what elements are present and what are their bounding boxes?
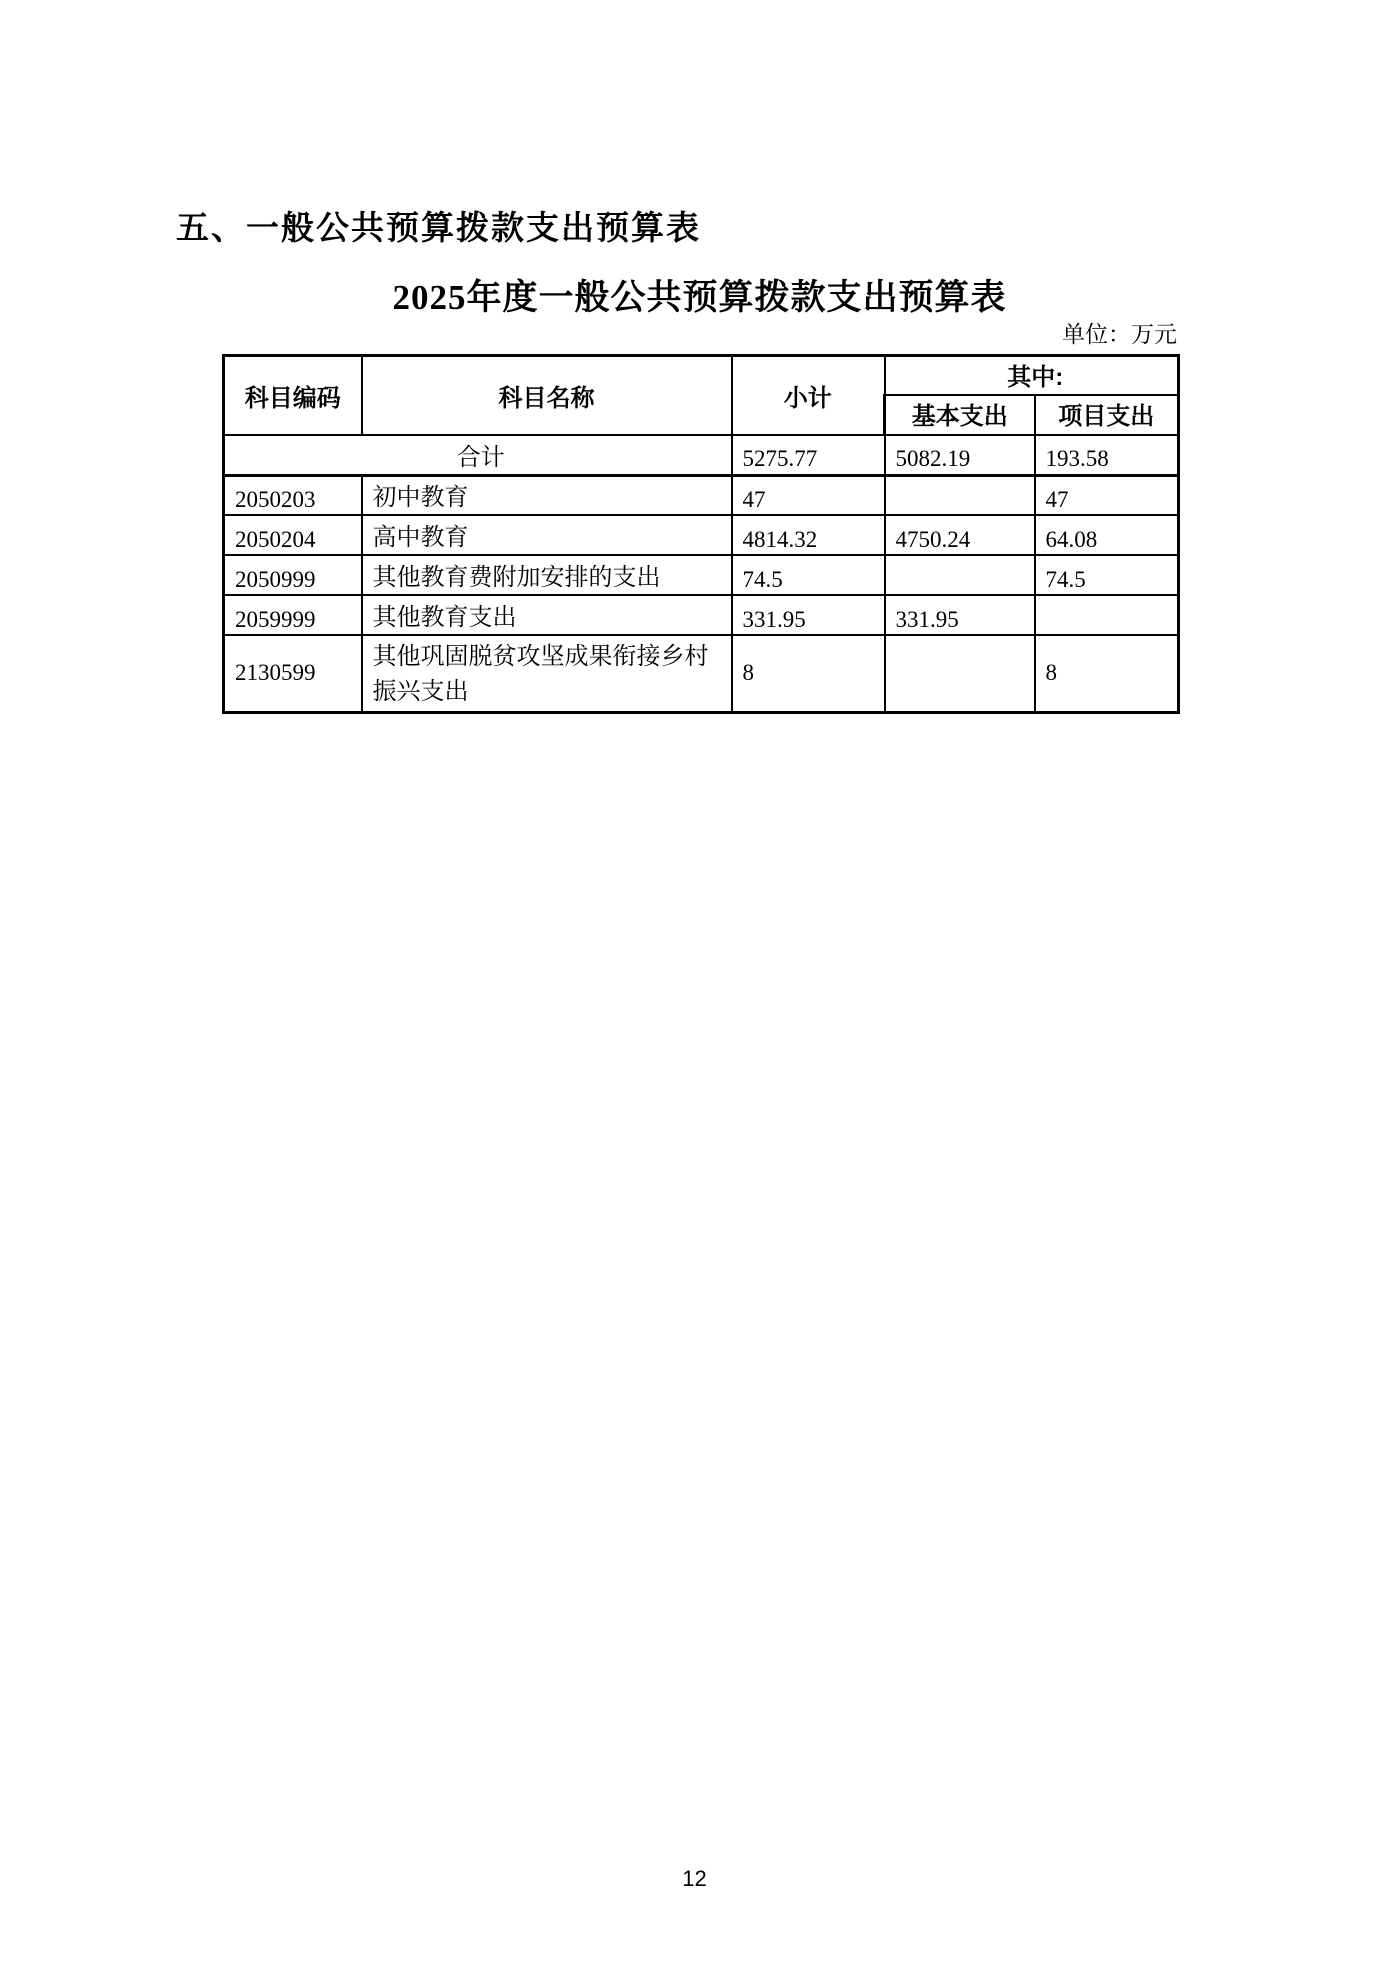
unit-label: 单位：万元 [1062,322,1177,347]
code-cell: 2050203 [224,475,362,515]
header-cell-project: 项目支出 [1035,395,1179,435]
project-cell: 64.08 [1035,515,1179,555]
basic-cell [885,635,1035,712]
project-cell: 74.5 [1035,555,1179,595]
name-cell: 其他巩固脱贫攻坚成果衔接乡村振兴支出 [362,635,732,712]
table-row [224,595,1179,635]
table-row [224,635,1179,712]
code-cell: 2050999 [224,555,362,595]
subtotal-cell: 8 [732,635,885,712]
table-title: 2025年度一般公共预算拨款支出预算表 [392,278,1007,317]
subtotal-cell: 4814.32 [732,515,885,555]
project-cell: 47 [1035,475,1179,515]
code-cell: 2059999 [224,595,362,635]
header-cell-subtotal: 小计 [732,356,885,436]
project-cell: 8 [1035,635,1179,712]
budget-expenditure-table [222,354,1180,714]
header-row-1 [224,356,1179,396]
page-number: 12 [682,1866,707,1891]
project-cell [1035,595,1179,635]
header-cell-code: 科目编码 [224,356,362,436]
header-cell-basic: 基本支出 [885,395,1035,435]
code-cell: 2050204 [224,515,362,555]
code-cell: 2130599 [224,635,362,712]
subtotal-cell: 47 [732,475,885,515]
table-row [224,555,1179,595]
header-cell-of-which: 其中: [885,356,1179,396]
subtotal-cell: 331.95 [732,595,885,635]
basic-cell [885,475,1035,515]
header-cell-name: 科目名称 [362,356,732,436]
name-cell: 其他教育费附加安排的支出 [362,555,732,595]
basic-cell: 331.95 [885,595,1035,635]
total-project: 193.58 [1035,435,1179,475]
table-row [224,515,1179,555]
total-basic: 5082.19 [885,435,1035,475]
subtotal-cell: 74.5 [732,555,885,595]
section-heading: 五、一般公共预算拨款支出预算表 [176,209,701,246]
name-cell: 高中教育 [362,515,732,555]
total-label: 合计 [224,435,732,475]
name-cell: 初中教育 [362,475,732,515]
basic-cell [885,555,1035,595]
total-subtotal: 5275.77 [732,435,885,475]
basic-cell: 4750.24 [885,515,1035,555]
table-row-total [224,435,1179,475]
table-row [224,475,1179,515]
name-cell: 其他教育支出 [362,595,732,635]
